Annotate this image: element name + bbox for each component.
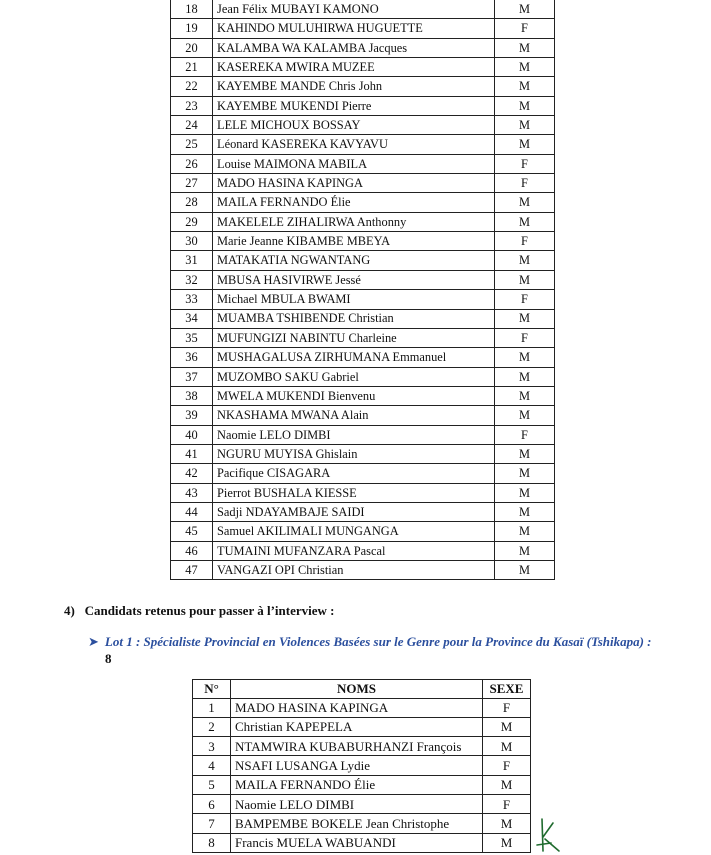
table-row <box>171 154 555 173</box>
row-sexe: F <box>495 232 555 251</box>
row-name: Pacifique CISAGARA <box>213 464 495 483</box>
row-sexe: M <box>495 367 555 386</box>
row-sexe: F <box>483 698 531 717</box>
table-row <box>193 737 531 756</box>
row-name: MUSHAGALUSA ZIRHUMANA Emmanuel <box>213 348 495 367</box>
row-sexe: F <box>483 756 531 775</box>
row-number: 32 <box>171 270 213 289</box>
row-name: KALAMBA WA KALAMBA Jacques <box>213 38 495 57</box>
retained-candidates-table <box>192 679 531 853</box>
table-row <box>171 193 555 212</box>
row-sexe: M <box>495 135 555 154</box>
signature-mark <box>533 815 573 855</box>
table-row <box>171 212 555 231</box>
table-row <box>171 367 555 386</box>
table-row <box>171 348 555 367</box>
table-row <box>193 794 531 813</box>
table-row <box>171 0 555 19</box>
row-sexe: M <box>483 833 531 852</box>
row-sexe: M <box>495 464 555 483</box>
row-name: KAYEMBE MANDE Chris John <box>213 77 495 96</box>
table-row <box>171 309 555 328</box>
table-row <box>171 328 555 347</box>
row-number: 19 <box>171 19 213 38</box>
row-name: Naomie LELO DIMBI <box>231 794 483 813</box>
table-row <box>171 174 555 193</box>
row-name: MUFUNGIZI NABINTU Charleine <box>213 328 495 347</box>
row-name: MBUSA HASIVIRWE Jessé <box>213 270 495 289</box>
lot-label: Lot 1 : Spécialiste Provincial en Violences Basées sur le Genre pour la Province du Kasaï (Tshikapa) : <box>104 634 652 649</box>
row-sexe: M <box>495 58 555 77</box>
row-sexe: F <box>495 328 555 347</box>
row-sexe: F <box>483 794 531 813</box>
table-row <box>171 19 555 38</box>
row-sexe: M <box>483 717 531 736</box>
row-number: 31 <box>171 251 213 270</box>
row-sexe: M <box>495 386 555 405</box>
table-row <box>171 522 555 541</box>
row-sexe: M <box>495 348 555 367</box>
row-number: 3 <box>193 737 231 756</box>
table-row <box>171 270 555 289</box>
row-sexe: M <box>495 38 555 57</box>
row-name: NSAFI LUSANGA Lydie <box>231 756 483 775</box>
candidates-table-body <box>171 0 555 580</box>
row-sexe: M <box>483 737 531 756</box>
table-header-row <box>193 680 531 699</box>
row-name: Pierrot BUSHALA KIESSE <box>213 483 495 502</box>
row-name: NKASHAMA MWANA Alain <box>213 406 495 425</box>
row-sexe: M <box>495 406 555 425</box>
section-heading: 4) Candidats retenus pour passer à l’interview : <box>64 603 335 618</box>
row-number: 24 <box>171 116 213 135</box>
row-name: Christian KAPEPELA <box>231 717 483 736</box>
row-number: 35 <box>171 328 213 347</box>
row-sexe: F <box>495 154 555 173</box>
row-number: 23 <box>171 96 213 115</box>
row-number: 47 <box>171 560 213 579</box>
row-sexe: M <box>495 0 555 19</box>
row-name: Francis MUELA WABUANDI <box>231 833 483 852</box>
row-number: 37 <box>171 367 213 386</box>
row-sexe: M <box>483 775 531 794</box>
table-row <box>171 541 555 560</box>
row-number: 33 <box>171 290 213 309</box>
arrow-bullet-icon: ➤ <box>88 634 99 649</box>
header-sexe: SEXE <box>483 680 531 699</box>
row-number: 43 <box>171 483 213 502</box>
table-row <box>171 290 555 309</box>
retained-table-body <box>193 698 531 852</box>
row-number: 5 <box>193 775 231 794</box>
row-sexe: F <box>495 19 555 38</box>
lot-count: 8 <box>105 651 112 666</box>
table-row <box>171 502 555 521</box>
row-number: 20 <box>171 38 213 57</box>
row-sexe: M <box>495 483 555 502</box>
row-number: 8 <box>193 833 231 852</box>
row-name: BAMPEMBE BOKELE Jean Christophe <box>231 814 483 833</box>
row-number: 44 <box>171 502 213 521</box>
lot-label-line <box>88 634 652 650</box>
row-number: 38 <box>171 386 213 405</box>
row-name: Louise MAIMONA MABILA <box>213 154 495 173</box>
row-sexe: M <box>495 270 555 289</box>
row-number: 2 <box>193 717 231 736</box>
row-number: 28 <box>171 193 213 212</box>
row-sexe: F <box>495 290 555 309</box>
row-number: 21 <box>171 58 213 77</box>
row-number: 7 <box>193 814 231 833</box>
row-name: MUAMBA TSHIBENDE Christian <box>213 309 495 328</box>
table-row <box>193 698 531 717</box>
row-sexe: M <box>483 814 531 833</box>
table-row <box>171 464 555 483</box>
row-number: 45 <box>171 522 213 541</box>
row-number: 36 <box>171 348 213 367</box>
row-sexe: M <box>495 560 555 579</box>
row-name: VANGAZI OPI Christian <box>213 560 495 579</box>
header-names: NOMS <box>231 680 483 699</box>
table-row <box>171 77 555 96</box>
table-row <box>193 717 531 736</box>
row-sexe: F <box>495 425 555 444</box>
row-name: Samuel AKILIMALI MUNGANGA <box>213 522 495 541</box>
row-sexe: M <box>495 251 555 270</box>
row-sexe: M <box>495 116 555 135</box>
table-row <box>171 135 555 154</box>
row-name: MAILA FERNANDO Élie <box>231 775 483 794</box>
row-sexe: M <box>495 522 555 541</box>
row-name: MATAKATIA NGWANTANG <box>213 251 495 270</box>
table-row <box>171 386 555 405</box>
row-name: Marie Jeanne KIBAMBE MBEYA <box>213 232 495 251</box>
table-row <box>171 251 555 270</box>
row-name: Naomie LELO DIMBI <box>213 425 495 444</box>
row-number: 40 <box>171 425 213 444</box>
table-row <box>171 444 555 463</box>
row-name: MADO HASINA KAPINGA <box>213 174 495 193</box>
row-name: KAYEMBE MUKENDI Pierre <box>213 96 495 115</box>
row-sexe: M <box>495 212 555 231</box>
row-sexe: M <box>495 77 555 96</box>
row-name: MAKELELE ZIHALIRWA Anthonny <box>213 212 495 231</box>
row-number: 34 <box>171 309 213 328</box>
row-name: LELE MICHOUX BOSSAY <box>213 116 495 135</box>
row-number: 29 <box>171 212 213 231</box>
candidates-table <box>170 0 555 580</box>
row-number: 30 <box>171 232 213 251</box>
table-row <box>193 833 531 852</box>
row-name: NTAMWIRA KUBABURHANZI François <box>231 737 483 756</box>
row-name: MWELA MUKENDI Bienvenu <box>213 386 495 405</box>
row-sexe: M <box>495 541 555 560</box>
table-row <box>171 406 555 425</box>
row-name: Jean Félix MUBAYI KAMONO <box>213 0 495 19</box>
row-number: 39 <box>171 406 213 425</box>
row-number: 42 <box>171 464 213 483</box>
row-number: 1 <box>193 698 231 717</box>
row-name: Léonard KASEREKA KAVYAVU <box>213 135 495 154</box>
row-name: NGURU MUYISA Ghislain <box>213 444 495 463</box>
row-name: TUMAINI MUFANZARA Pascal <box>213 541 495 560</box>
table-row <box>171 96 555 115</box>
row-number: 18 <box>171 0 213 19</box>
row-name: KASEREKA MWIRA MUZEE <box>213 58 495 77</box>
table-row <box>171 58 555 77</box>
table-row <box>171 560 555 579</box>
table-row <box>171 232 555 251</box>
row-name: KAHINDO MULUHIRWA HUGUETTE <box>213 19 495 38</box>
row-number: 46 <box>171 541 213 560</box>
header-num: N° <box>193 680 231 699</box>
row-number: 27 <box>171 174 213 193</box>
table-row <box>193 775 531 794</box>
row-name: MUZOMBO SAKU Gabriel <box>213 367 495 386</box>
row-name: Michael MBULA BWAMI <box>213 290 495 309</box>
row-sexe: M <box>495 193 555 212</box>
table-row <box>171 38 555 57</box>
table-row <box>171 483 555 502</box>
table-row <box>193 756 531 775</box>
row-name: MADO HASINA KAPINGA <box>231 698 483 717</box>
row-number: 25 <box>171 135 213 154</box>
row-sexe: M <box>495 502 555 521</box>
row-sexe: F <box>495 174 555 193</box>
table-row <box>171 425 555 444</box>
row-number: 4 <box>193 756 231 775</box>
table-row <box>171 116 555 135</box>
row-sexe: M <box>495 444 555 463</box>
row-name: Sadji NDAYAMBAJE SAIDI <box>213 502 495 521</box>
row-number: 22 <box>171 77 213 96</box>
row-number: 6 <box>193 794 231 813</box>
row-sexe: M <box>495 309 555 328</box>
row-number: 26 <box>171 154 213 173</box>
row-number: 41 <box>171 444 213 463</box>
row-name: MAILA FERNANDO Élie <box>213 193 495 212</box>
row-sexe: M <box>495 96 555 115</box>
table-row <box>193 814 531 833</box>
